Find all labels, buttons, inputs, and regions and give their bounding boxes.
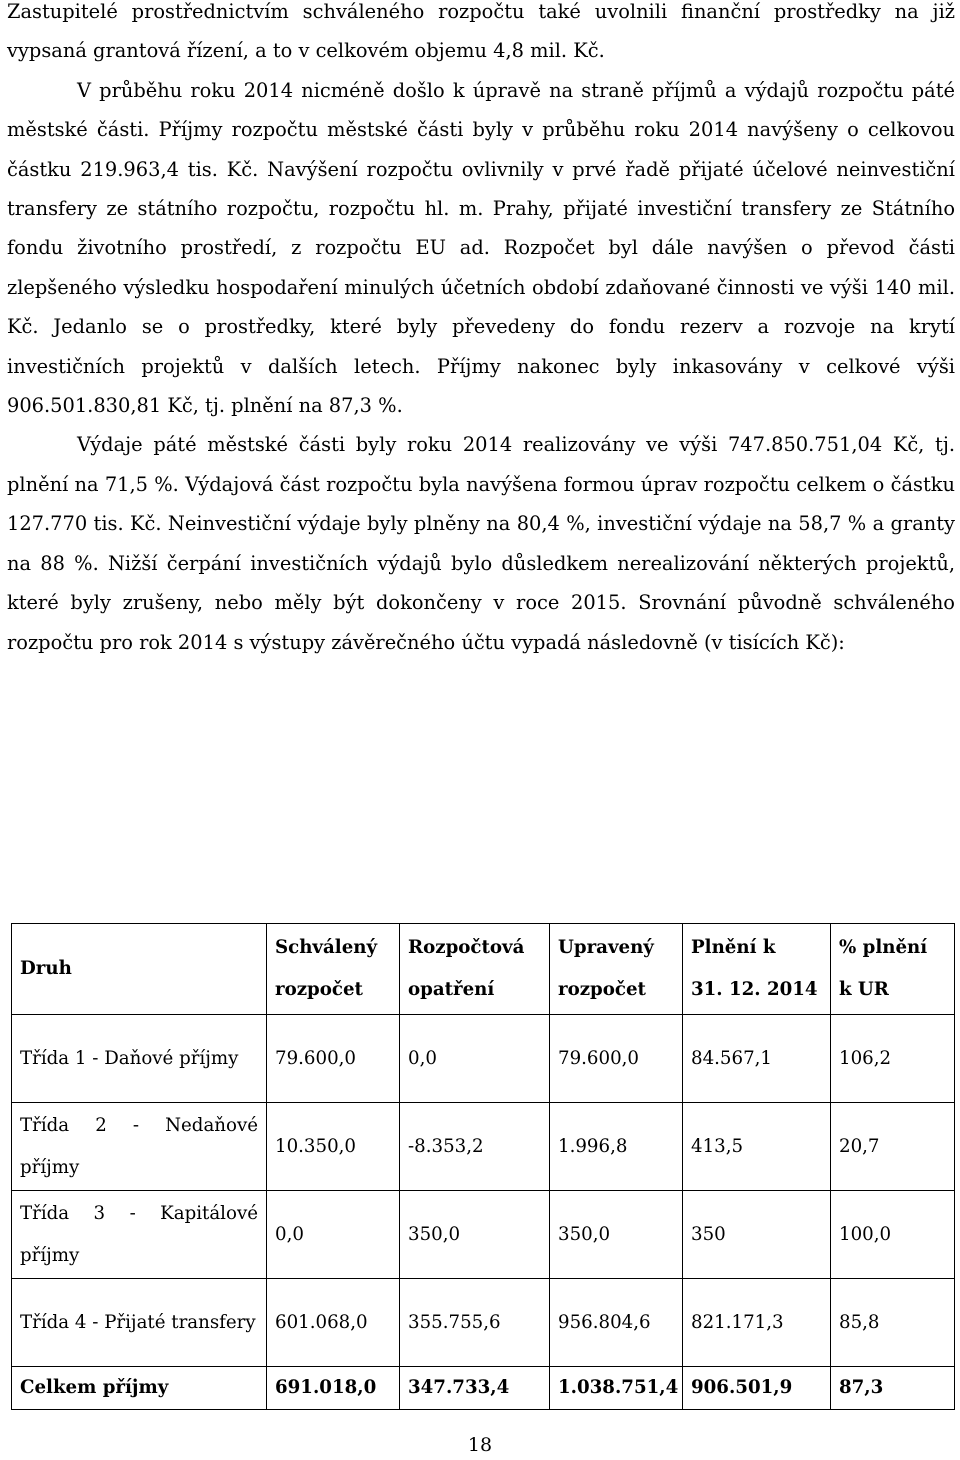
- table-row: [12, 1279, 955, 1367]
- header-schvaleny-rozpocet: Schválený rozpočet: [267, 924, 400, 1015]
- row-druh: Třída 2 - Nedaňové příjmy: [12, 1103, 267, 1191]
- table-total-row: [12, 1367, 955, 1410]
- page-number: 18: [467, 1434, 493, 1456]
- row-druh: Třída 4 - Přijaté transfery: [12, 1279, 267, 1367]
- row-procent: 20,7: [831, 1103, 955, 1191]
- row-plneni: 84.567,1: [683, 1015, 831, 1103]
- table-row: [12, 1191, 955, 1279]
- total-plneni: 906.501,9: [683, 1367, 831, 1410]
- row-procent: 106,2: [831, 1015, 955, 1103]
- row-opatreni: -8.353,2: [400, 1103, 550, 1191]
- row-procent: 85,8: [831, 1279, 955, 1367]
- paragraph-grants: Zastupitelé prostřednictvím schváleného rozpočtu také uvolnili finanční prostředky na již vypsaná grantová řízení, a to v celkovém objemu 4,8 mil. Kč.: [7, 0, 955, 63]
- row-plneni: 413,5: [683, 1103, 831, 1191]
- row-opatreni: 350,0: [400, 1191, 550, 1279]
- row-plneni: 821.171,3: [683, 1279, 831, 1367]
- row-plneni: 350: [683, 1191, 831, 1279]
- row-upraveny: 956.804,6: [550, 1279, 683, 1367]
- header-druh: Druh: [12, 924, 267, 1015]
- total-druh: Celkem příjmy: [12, 1367, 267, 1410]
- row-druh: Třída 1 - Daňové příjmy: [12, 1015, 267, 1103]
- row-schvaleny: 10.350,0: [267, 1103, 400, 1191]
- row-upraveny: 79.600,0: [550, 1015, 683, 1103]
- row-upraveny: 350,0: [550, 1191, 683, 1279]
- total-opatreni: 347.733,4: [400, 1367, 550, 1410]
- table-row: [12, 1015, 955, 1103]
- row-upraveny: 1.996,8: [550, 1103, 683, 1191]
- row-schvaleny: 79.600,0: [267, 1015, 400, 1103]
- header-upraveny-rozpocet: Upravený rozpočet: [550, 924, 683, 1015]
- row-druh: Třída 3 - Kapitálové příjmy: [12, 1191, 267, 1279]
- table-row: [12, 1103, 955, 1191]
- document-page: [7, 0, 955, 662]
- row-schvaleny: 0,0: [267, 1191, 400, 1279]
- row-procent: 100,0: [831, 1191, 955, 1279]
- budget-table: [11, 923, 955, 1410]
- row-opatreni: 355.755,6: [400, 1279, 550, 1367]
- row-opatreni: 0,0: [400, 1015, 550, 1103]
- header-procent-plneni: % plnění k UR: [831, 924, 955, 1015]
- total-procent: 87,3: [831, 1367, 955, 1410]
- total-schvaleny: 691.018,0: [267, 1367, 400, 1410]
- table-header-row: [12, 924, 955, 1015]
- total-upraveny: 1.038.751,4: [550, 1367, 683, 1410]
- paragraph-revenue: V průběhu roku 2014 nicméně došlo k úpravě na straně příjmů a výdajů rozpočtu páté městské části. Příjmy rozpočtu městské části byly v průběhu roku 2014 navýšeny o celkovou částku 219.963,4 tis. Kč. Navýšení rozpočtu ovlivnily v prvé řadě přijaté účelové neinvestiční transfery ze státního rozpočtu, rozpočtu hl. m. Prahy, přijaté investiční transfery ze Státního fondu životního prostředí, z rozpočtu EU ad. Rozpočet byl dále navýšen o převod části zlepšeného výsledku hospodaření minulých účetních období zdaňované činnosti ve výši 140 mil. Kč. Jedanlo se o prostředky, které byly převedeny do fondu rezerv a rozvoje na krytí investičních projektů v dalších letech. Příjmy nakonec byly inkasovány v celkové výši 906.501.830,81 Kč, tj. plnění na 87,3 %.: [7, 78, 955, 418]
- header-plneni: Plnění k 31. 12. 2014: [683, 924, 831, 1015]
- header-rozpoctova-opatreni: Rozpočtová opatření: [400, 924, 550, 1015]
- paragraph-expenditure: Výdaje páté městské části byly roku 2014 realizovány ve výši 747.850.751,04 Kč, tj. plnění na 71,5 %. Výdajová část rozpočtu byla navýšena formou úprav rozpočtu celkem o částku 127.770 tis. Kč. Neinvestiční výdaje byly plněny na 80,4 %, investiční výdaje na 58,7 % a granty na 88 %. Nižší čerpání investičních výdajů bylo důsledkem nerealizování některých projektů, které byly zrušeny, nebo měly být dokončeny v roce 2015. Srovnání původně schváleného rozpočtu pro rok 2014 s výstupy závěrečného účtu vypadá následovně (v tisících Kč):: [7, 433, 955, 654]
- row-schvaleny: 601.068,0: [267, 1279, 400, 1367]
